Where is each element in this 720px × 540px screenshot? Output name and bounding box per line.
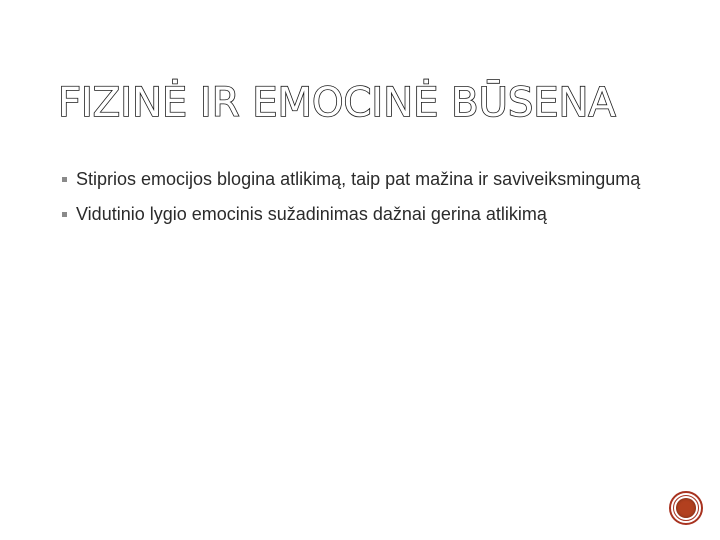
slide-title: FIZINĖ IR EMOCINĖ BŪSENA [58, 80, 616, 126]
square-bullet-icon [62, 212, 67, 217]
bullet-list [62, 168, 642, 238]
title-box [58, 78, 658, 128]
nav-ring [673, 495, 699, 521]
bullet-text: Stiprios emocijos blogina atlikimą, taip pat mažina ir saviveiksmingumą [76, 169, 641, 189]
bullet-item [62, 168, 642, 191]
nav-core [676, 498, 696, 518]
bullet-item [62, 203, 642, 226]
square-bullet-icon [62, 177, 67, 182]
bullet-text: Vidutinio lygio emocinis sužadinimas dažnai gerina atlikimą [76, 204, 547, 224]
circle-nav-icon[interactable] [669, 491, 703, 525]
